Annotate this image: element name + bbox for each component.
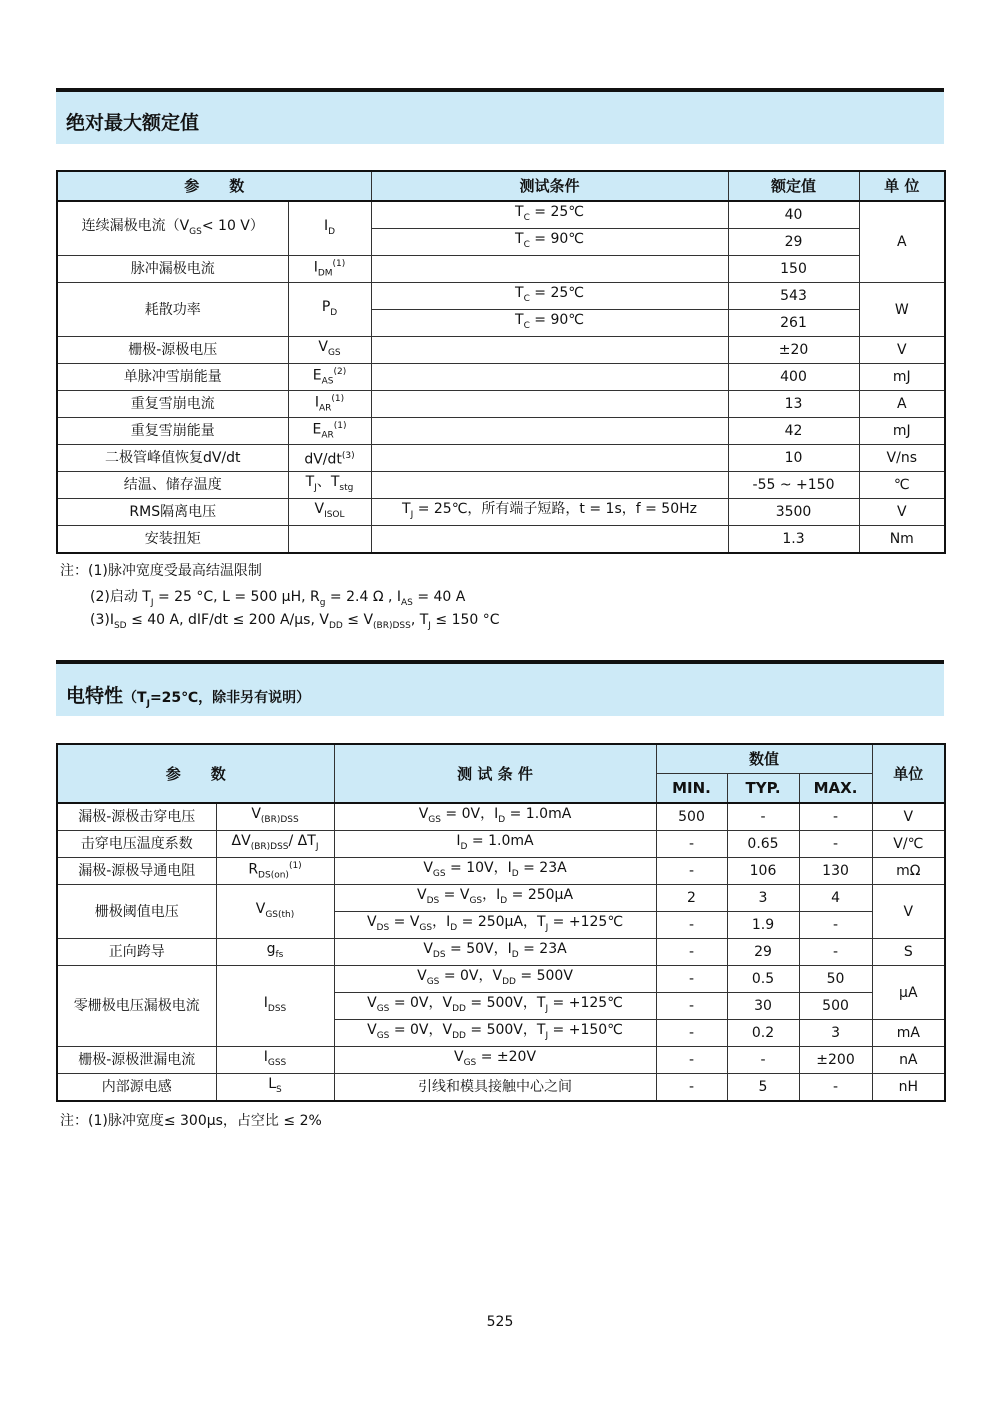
- unit-value: mJ: [859, 418, 945, 445]
- test-condition: $T_C$ = 25℃: [371, 201, 728, 229]
- table-row: [57, 201, 945, 229]
- unit-value: mA: [872, 1020, 945, 1047]
- unit-value: V: [859, 499, 945, 526]
- unit-value: nA: [872, 1047, 945, 1074]
- table-row: [57, 939, 945, 966]
- unit-value: S: [872, 939, 945, 966]
- header-unit: 单 位: [859, 171, 945, 201]
- param-name: 二极管峰值恢复dV/dt: [57, 445, 288, 472]
- param-symbol: $R_{DS(on)}^{(1)}$: [216, 858, 334, 885]
- table-row: [57, 391, 945, 418]
- unit-value: V: [872, 803, 945, 831]
- section-title: 绝对最大额定值: [66, 112, 200, 134]
- param-name: 安装扭矩: [57, 526, 288, 554]
- unit-value: V/℃: [872, 831, 945, 858]
- rating-value: 10: [728, 445, 859, 472]
- section-header-absolute-max: [56, 88, 944, 144]
- note-line-1: 注：(1)脉冲宽度受最高结温限制: [60, 563, 262, 579]
- rating-value: 400: [728, 364, 859, 391]
- param-name: 单脉冲雪崩能量: [57, 364, 288, 391]
- rating-value: 3500: [728, 499, 859, 526]
- table-row: [57, 803, 945, 831]
- rating-value: 261: [728, 310, 859, 337]
- param-symbol: $\Delta V_{(BR)DSS}/$ $\Delta T_J$: [216, 831, 334, 858]
- table-row: [57, 472, 945, 499]
- test-condition: $I_D = 1.0mA$: [334, 831, 656, 858]
- unit-value: mΩ: [872, 858, 945, 885]
- typ-value: -: [727, 1047, 799, 1074]
- test-condition: [371, 472, 728, 499]
- note-electrical: 注：(1)脉冲宽度≤ 300μs，占空比 ≤ 2%: [60, 1113, 322, 1129]
- table-header-row: [57, 171, 945, 201]
- param-symbol: $P_D$: [288, 283, 371, 337]
- typ-value: 29: [727, 939, 799, 966]
- test-condition: [371, 526, 728, 554]
- table-row: [57, 337, 945, 364]
- unit-value: Nm: [859, 526, 945, 554]
- table-row: [57, 858, 945, 885]
- param-name: 漏极-源极击穿电压: [57, 803, 216, 831]
- table-row: [57, 885, 945, 912]
- unit-value: nH: [872, 1074, 945, 1102]
- rating-value: 42: [728, 418, 859, 445]
- header-unit: 单位: [872, 744, 945, 803]
- unit-value: V: [872, 885, 945, 939]
- param-name: 耗散功率: [57, 283, 288, 337]
- header-values: 数值: [656, 744, 872, 774]
- test-condition: 引线和模具接触中心之间: [334, 1074, 656, 1102]
- test-condition: $V_{GS} = 0V$，$V_{DD} = 500V$: [334, 966, 656, 993]
- note-line-3: $(3)I_{SD} \le 40$ A, dIF/dt ≤ 200 A/μs, $V_{DD} \le V_{(BR)DSS}$, $T_J \le 150$ °C: [90, 612, 500, 631]
- table-row: [57, 283, 945, 310]
- table-row: [57, 1047, 945, 1074]
- header-min: MIN.: [656, 774, 727, 804]
- unit-value: W: [859, 283, 945, 337]
- min-value: -: [656, 1020, 727, 1047]
- test-condition: $V_{GS} = \pm 20V$: [334, 1047, 656, 1074]
- max-value: 130: [799, 858, 872, 885]
- param-symbol: $V_{ISOL}$: [288, 499, 371, 526]
- test-condition: $V_{GS} = 0V$，$I_D = 1.0mA$: [334, 803, 656, 831]
- typ-value: 3: [727, 885, 799, 912]
- max-value: -: [799, 803, 872, 831]
- typ-value: 0.65: [727, 831, 799, 858]
- min-value: -: [656, 912, 727, 939]
- table-row: [57, 1074, 945, 1102]
- min-value: -: [656, 1074, 727, 1102]
- min-value: -: [656, 939, 727, 966]
- param-symbol: $V_{(BR)DSS}$: [216, 803, 334, 831]
- unit-value: A: [859, 391, 945, 418]
- test-condition: $V_{DS} = V_{GS}$，$I_D = 250\mu A$: [334, 885, 656, 912]
- param-name: 结温、储存温度: [57, 472, 288, 499]
- test-condition: [371, 391, 728, 418]
- param-name: 正向跨导: [57, 939, 216, 966]
- unit-value: V/ns: [859, 445, 945, 472]
- test-condition: $V_{GS} = 10V$，$I_D = 23A$: [334, 858, 656, 885]
- max-value: 4: [799, 885, 872, 912]
- param-name: 栅极阈值电压: [57, 885, 216, 939]
- max-value: -: [799, 939, 872, 966]
- param-symbol: $I_{DM}^{(1)}$: [288, 256, 371, 283]
- param-symbol: [288, 526, 371, 554]
- test-condition: [371, 418, 728, 445]
- test-condition: $T_C$ = 90℃: [371, 310, 728, 337]
- param-name: 脉冲漏极电流: [57, 256, 288, 283]
- param-symbol: $I_{DSS}$: [216, 966, 334, 1047]
- typ-value: 0.5: [727, 966, 799, 993]
- unit-value: V: [859, 337, 945, 364]
- header-rating: 额定值: [728, 171, 859, 201]
- test-condition: $T_C$ = 90℃: [371, 229, 728, 256]
- typ-value: 106: [727, 858, 799, 885]
- test-condition: $T_J$ = 25℃，所有端子短路，t = 1s，f = 50Hz: [371, 499, 728, 526]
- typ-value: 30: [727, 993, 799, 1020]
- header-condition: 测试条件: [371, 171, 728, 201]
- typ-value: -: [727, 803, 799, 831]
- param-symbol: $g_{fs}$: [216, 939, 334, 966]
- min-value: 500: [656, 803, 727, 831]
- param-symbol: $dV/dt^{(3)}$: [288, 445, 371, 472]
- test-condition: $T_C$ = 25℃: [371, 283, 728, 310]
- param-symbol: $V_{GS}$: [288, 337, 371, 364]
- param-symbol: $L_S$: [216, 1074, 334, 1102]
- min-value: -: [656, 966, 727, 993]
- unit-value: ℃: [859, 472, 945, 499]
- typ-value: 0.2: [727, 1020, 799, 1047]
- test-condition: [371, 256, 728, 283]
- typ-value: 5: [727, 1074, 799, 1102]
- table-header-row: [57, 744, 945, 774]
- section-title: 电特性（$T_J=25℃$，除非另有说明）: [66, 685, 311, 709]
- param-name: 击穿电压温度系数: [57, 831, 216, 858]
- param-name: 重复雪崩电流: [57, 391, 288, 418]
- page-number: 525: [486, 1314, 514, 1330]
- unit-value: μA: [872, 966, 945, 1020]
- table-row: [57, 499, 945, 526]
- param-name: 内部源电感: [57, 1074, 216, 1102]
- min-value: -: [656, 1047, 727, 1074]
- section-header-electrical: [56, 660, 944, 716]
- max-value: -: [799, 1074, 872, 1102]
- max-value: 500: [799, 993, 872, 1020]
- table-row: [57, 445, 945, 472]
- header-typ: TYP.: [727, 774, 799, 804]
- param-symbol: $I_{AR}^{(1)}$: [288, 391, 371, 418]
- unit-value: mJ: [859, 364, 945, 391]
- param-name: 重复雪崩能量: [57, 418, 288, 445]
- param-name: 栅极-源极电压: [57, 337, 288, 364]
- table-row: [57, 256, 945, 283]
- rating-value: 29: [728, 229, 859, 256]
- min-value: -: [656, 858, 727, 885]
- param-symbol: $E_{AR}^{(1)}$: [288, 418, 371, 445]
- param-name: 连续漏极电流（$V_{GS}< 10$ V）: [57, 201, 288, 256]
- rating-value: ±20: [728, 337, 859, 364]
- param-name: RMS隔离电压: [57, 499, 288, 526]
- rating-value: 40: [728, 201, 859, 229]
- table-row: [57, 966, 945, 993]
- rating-value: 13: [728, 391, 859, 418]
- max-value: -: [799, 831, 872, 858]
- test-condition: [371, 445, 728, 472]
- test-condition: [371, 364, 728, 391]
- max-value: ±200: [799, 1047, 872, 1074]
- table-row: [57, 364, 945, 391]
- max-value: 50: [799, 966, 872, 993]
- param-symbol: $E_{AS}^{(2)}$: [288, 364, 371, 391]
- test-condition: $V_{DS} = 50V$，$I_D = 23A$: [334, 939, 656, 966]
- rating-value: 543: [728, 283, 859, 310]
- param-name: 栅极-源极泄漏电流: [57, 1047, 216, 1074]
- min-value: -: [656, 993, 727, 1020]
- electrical-characteristics-table: [56, 743, 946, 1102]
- rating-value: 150: [728, 256, 859, 283]
- unit-value: A: [859, 201, 945, 283]
- absolute-max-ratings-table: [56, 170, 946, 554]
- param-name: 零栅极电压漏极电流: [57, 966, 216, 1047]
- test-condition: $V_{DS} = V_{GS}$，$I_D = 250\mu A$，$T_J$ = +125℃: [334, 912, 656, 939]
- rating-value: 1.3: [728, 526, 859, 554]
- min-value: 2: [656, 885, 727, 912]
- param-symbol: $V_{GS(th)}$: [216, 885, 334, 939]
- header-max: MAX.: [799, 774, 872, 804]
- table-row: [57, 418, 945, 445]
- max-value: -: [799, 912, 872, 939]
- param-name: 漏极-源极导通电阻: [57, 858, 216, 885]
- max-value: 3: [799, 1020, 872, 1047]
- param-symbol: $I_D$: [288, 201, 371, 256]
- table-row: [57, 526, 945, 554]
- note-line-2: (2)启动 $T_J = 25$ °C, L = 500 μH, $R_g = 2.4$ Ω , $I_{AS} = 40$ A: [90, 589, 466, 608]
- test-condition: $V_{GS} = 0V$，$V_{DD} = 500V$，$T_J$ = +150℃: [334, 1020, 656, 1047]
- header-condition: 测 试 条 件: [334, 744, 656, 803]
- param-symbol: $T_J$、$T_{stg}$: [288, 472, 371, 499]
- param-symbol: $I_{GSS}$: [216, 1047, 334, 1074]
- test-condition: [371, 337, 728, 364]
- typ-value: 1.9: [727, 912, 799, 939]
- rating-value: -55 ~ +150: [728, 472, 859, 499]
- table-row: [57, 831, 945, 858]
- test-condition: $V_{GS} = 0V$，$V_{DD} = 500V$，$T_J$ = +125℃: [334, 993, 656, 1020]
- header-param: 参 数: [57, 171, 371, 201]
- min-value: -: [656, 831, 727, 858]
- header-param: 参 数: [57, 744, 334, 803]
